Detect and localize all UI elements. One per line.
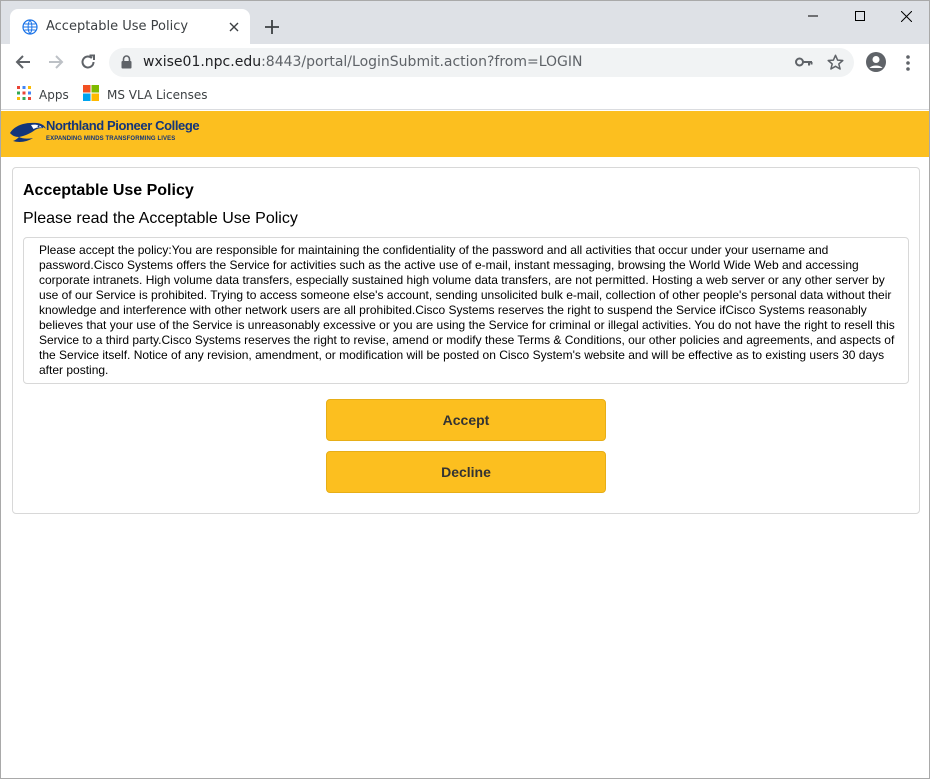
browser-toolbar [1,44,929,80]
eagle-logo-icon [9,119,47,152]
url-host: wxise01.npc.edu [143,54,262,70]
page-subtitle: Please read the Acceptable Use Policy [23,210,298,227]
bookmark-label: Apps [39,88,69,102]
window-close-icon[interactable] [883,1,929,31]
key-icon[interactable] [795,55,813,70]
new-tab-icon[interactable] [262,17,282,37]
browser-tab[interactable] [10,9,250,44]
bookmark-ms-vla-licenses[interactable] [83,86,207,104]
lock-icon[interactable] [121,55,135,70]
college-tagline: EXPANDING MINDS TRANSFORMING LIVES [46,136,176,142]
college-banner [1,111,929,157]
bookmark-star-icon[interactable] [827,54,844,71]
page-title: Acceptable Use Policy [23,182,194,199]
minimize-icon[interactable] [790,1,836,31]
more-vert-icon[interactable] [900,54,916,72]
forward-arrow-icon[interactable] [44,50,68,74]
back-arrow-icon[interactable] [11,50,35,74]
apps-grid-icon [17,86,31,105]
bookmark-label: MS VLA Licenses [107,88,208,102]
college-logo [9,117,200,149]
reload-icon[interactable] [76,50,100,74]
policy-card [12,167,920,514]
decline-button[interactable]: Decline [326,451,606,493]
policy-text: Please accept the policy:You are responsible for maintaining the confidentiality of the password and all activities that occur under your username and password.Cisco Systems offers the Service for activities such as the active use of e-mail, instant messaging, browsing the World Wide Web and accessing corporate intranets. High volume data transfers, especially sustained high volume data transfers, are not permitted. Hosting a web server or any other server by use of our Service is prohibited. Trying to access someone else's account, sending unsolicited bulk e-mail, collection of other people's personal data without their knowledge and interference with other network users are all prohibited.Cisco Systems reserves the right to suspend the Service ifCisco Systems reasonably believes that your use of the Service is unreasonably excessive or you are using the Service for criminal or illegal activities. You do not have the right to resell this Service to a third party.Cisco Systems reserves the right to revise, amend or modify these Terms & Conditions, our other policies and agreements, and aspects of the Service itself. Notice of any revision, amendment, or modification will be posted on Cisco System's website and will be effective as to existing users 30 days after posting. [39,243,895,377]
bookmark-apps[interactable] [17,86,69,104]
tab-strip [1,1,929,44]
globe-favicon-icon [22,19,38,35]
maximize-icon[interactable] [837,1,883,31]
profile-avatar-icon[interactable] [865,51,887,73]
tab-close-icon[interactable] [225,18,243,36]
url-path: :8443/portal/LoginSubmit.action?from=LOGIN [261,54,583,70]
address-bar[interactable] [109,48,854,77]
url-text[interactable] [143,54,583,71]
accept-button[interactable]: Accept [326,399,606,441]
bookmarks-bar [1,80,929,110]
college-name: Northland Pioneer College [46,118,200,133]
policy-text-box[interactable] [23,237,909,384]
page-content [1,111,929,779]
microsoft-logo-icon [83,85,99,106]
tab-title: Acceptable Use Policy [46,19,189,34]
